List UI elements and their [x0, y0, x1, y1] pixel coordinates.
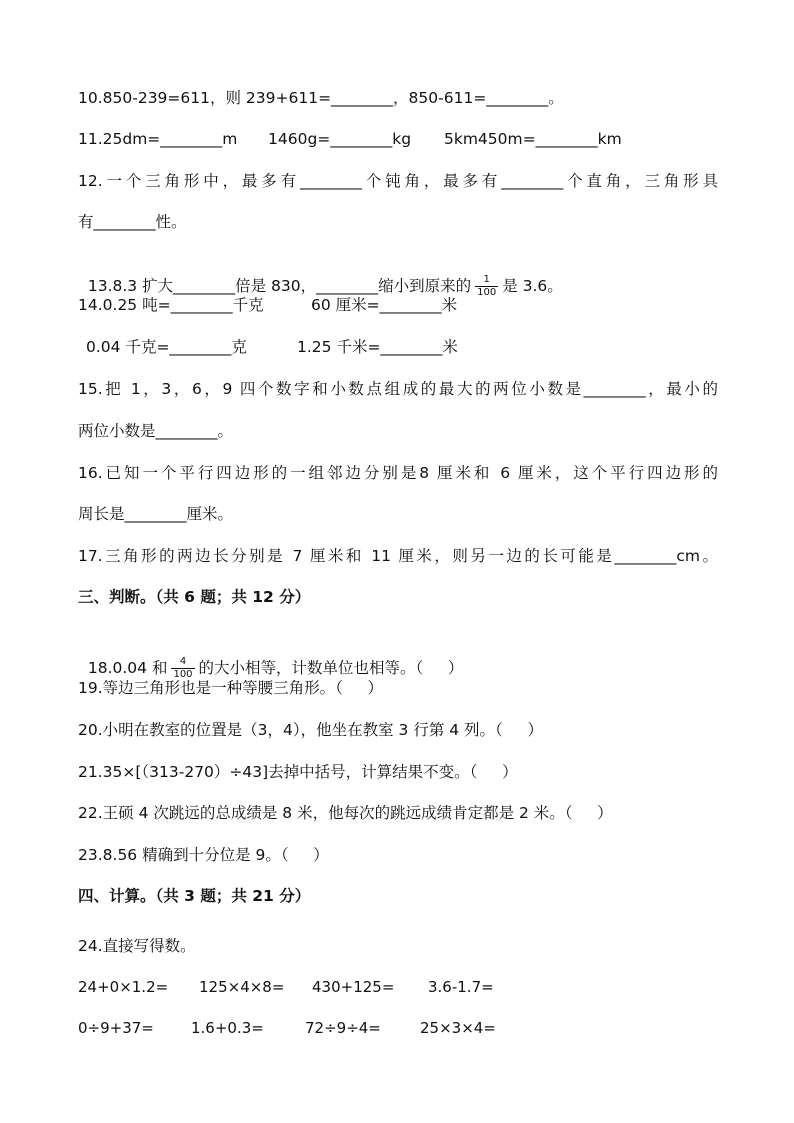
q18-text-after: 的大小相等，计数单位也相等。（ ）	[198, 659, 464, 677]
q13-text-after: 是 3.6。	[502, 277, 563, 295]
q18-text-before: 18.0.04 和	[87, 659, 168, 677]
question-17: 17.三角形的两边长分别是 7 厘米和 11 厘米，则另一边的长可能是________cm。	[78, 547, 718, 565]
calc-item: 430+125=	[312, 978, 395, 996]
question-23: 23.8.56 精确到十分位是 9。（ ）	[78, 846, 329, 864]
calc-item: 0÷9+37=	[78, 1019, 154, 1037]
question-10: 10.850-239=611，则 239+611=________，850-611=________。	[78, 89, 564, 107]
q12-line2: 有________性。	[78, 213, 187, 231]
calc-item: 3.6-1.7=	[428, 978, 494, 996]
question-13	[78, 254, 563, 299]
q15-line1: 15.把 1，3，6，9 四个数字和小数点组成的最大的两位小数是________，最小的	[78, 380, 718, 398]
calc-item: 25×3×4=	[420, 1019, 496, 1037]
q12-line1: 12.一个三角形中，最多有________个钝角，最多有________个直角，三角形具	[78, 172, 718, 190]
fraction-numerator: 1	[475, 274, 498, 287]
calc-item: 24+0×1.2=	[78, 978, 169, 996]
fraction-denominator: 100	[173, 669, 193, 680]
q15-line2: 两位小数是________。	[78, 422, 234, 440]
calc-item: 125×4×8=	[199, 978, 285, 996]
q14-part-b: 60 厘米=________米	[311, 296, 458, 314]
q16-line2: 周长是________厘米。	[78, 505, 234, 523]
calc-item: 72÷9÷4=	[305, 1019, 381, 1037]
question-20: 20.小明在教室的位置是（3，4），他坐在教室 3 行第 4 列。（ ）	[78, 721, 543, 739]
q14-part-a: 14.0.25 吨=________千克	[78, 296, 264, 314]
question-18	[78, 636, 463, 681]
q14-part-d: 1.25 千米=________米	[297, 338, 458, 356]
question-24: 24.直接写得数。	[78, 937, 196, 955]
fraction-1-100	[475, 274, 498, 299]
q16-line1: 16.已知一个平行四边形的一组邻边分别是8 厘米和 6 厘米，这个平行四边形的	[78, 464, 718, 482]
calc-item: 1.6+0.3=	[191, 1019, 264, 1037]
fraction-denominator: 100	[477, 287, 497, 298]
q11-part-c: 5km450m=________km	[444, 130, 622, 148]
section-3-heading: 三、判断。（共 6 题；共 12 分）	[78, 588, 311, 606]
q11-part-a: 11.25dm=________m	[78, 130, 238, 148]
q14-part-c: 0.04 千克=________克	[86, 338, 247, 356]
question-21: 21.35×[（313-270）÷43]去掉中括号，计算结果不变。（ ）	[78, 763, 518, 781]
fraction-numerator: 4	[171, 656, 194, 669]
question-22: 22.王硕 4 次跳远的总成绩是 8 米，他每次的跳远成绩肯定都是 2 米。（ ）	[78, 804, 613, 822]
q13-text-before: 13.8.3 扩大________倍是 830，________缩小到原来的	[87, 277, 472, 295]
section-4-heading: 四、计算。（共 3 题；共 21 分）	[78, 887, 311, 905]
question-19: 19.等边三角形也是一种等腰三角形。（ ）	[78, 679, 384, 697]
q11-part-b: 1460g=________kg	[268, 130, 412, 148]
